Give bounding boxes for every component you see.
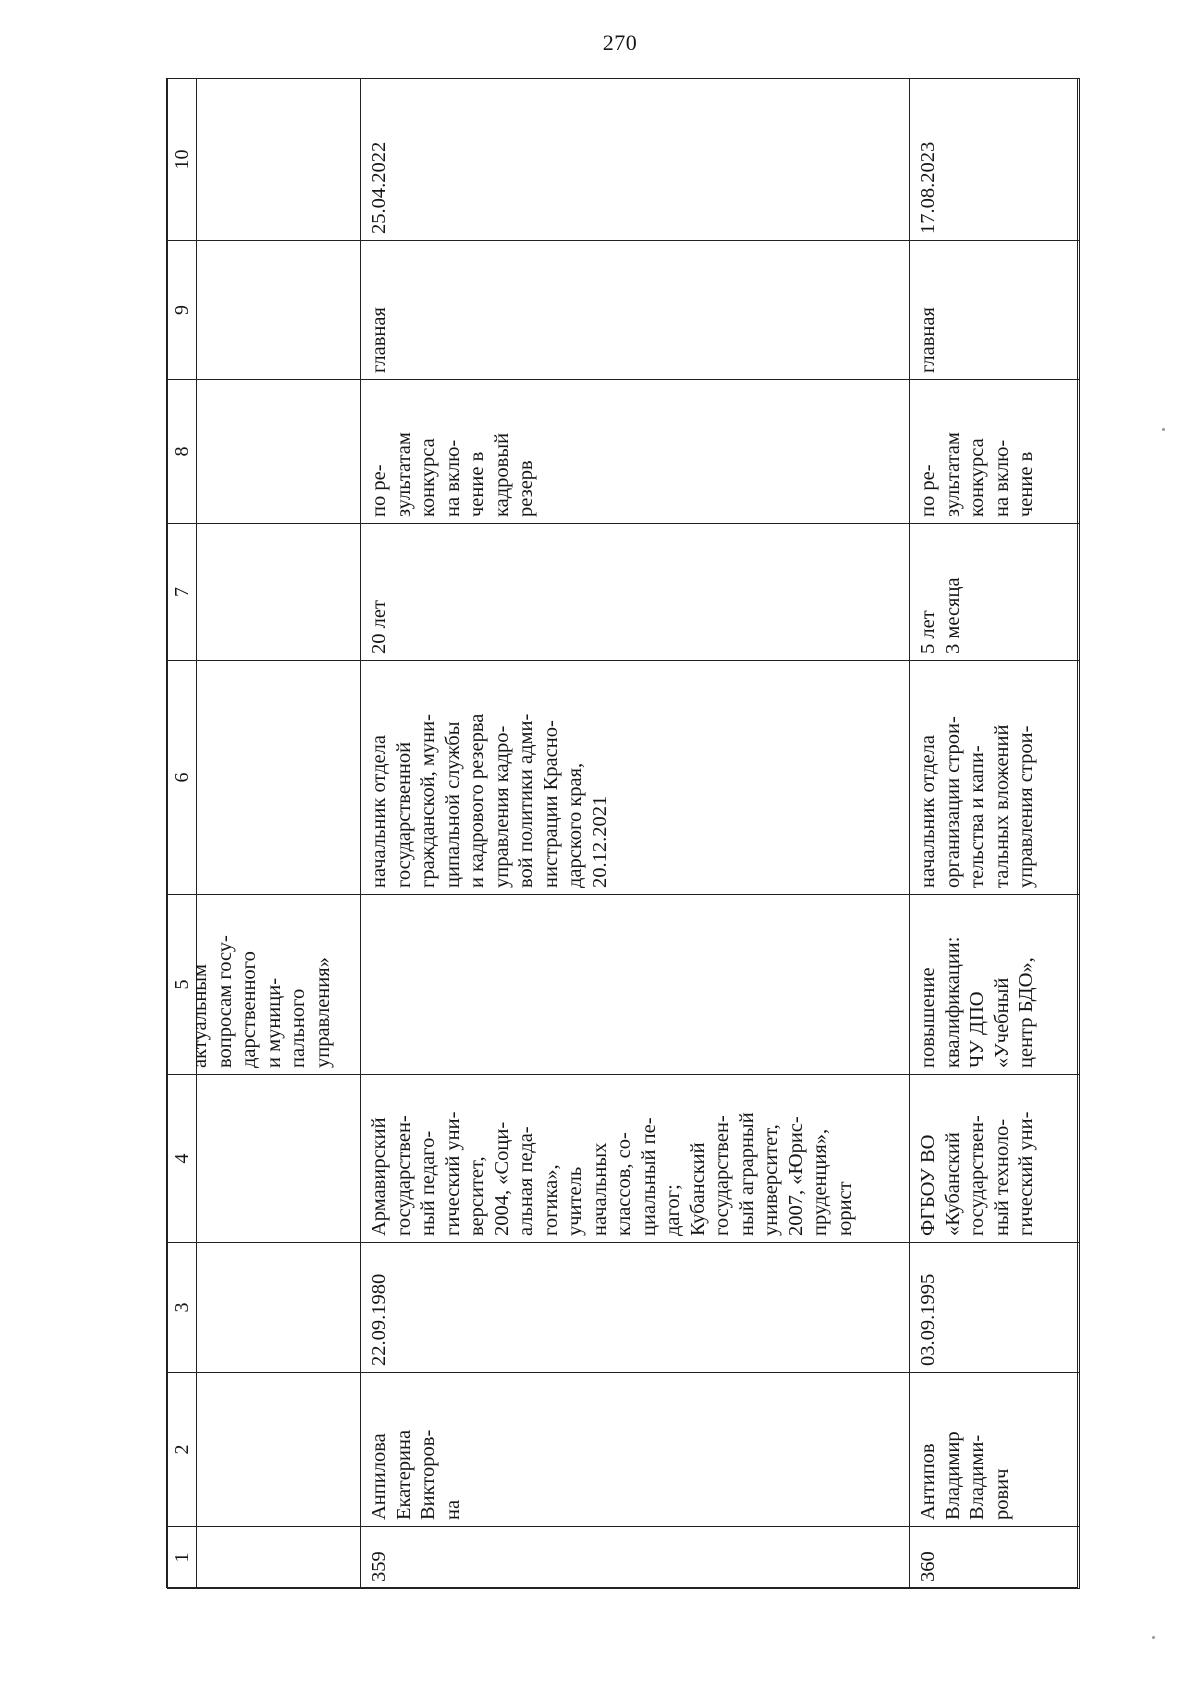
- inclusion-date-cell: [197, 79, 361, 241]
- position-cell: начальник отдела организации строи- тельства и капи- тальных вложений управления строи-: [910, 661, 1080, 895]
- position-group-cell: главная: [361, 241, 910, 380]
- inclusion-basis-cell: по ре- зультатам конкурса на вклю- чение в: [910, 380, 1080, 524]
- column-number-row: [168, 79, 197, 1589]
- birth-date-cell: 22.09.1980: [361, 1243, 910, 1373]
- inclusion-basis-cell: [197, 380, 361, 524]
- education-cell: [197, 1075, 361, 1243]
- row-number-cell: 359: [361, 1527, 910, 1589]
- additional-education-text: актуальным вопросам госу- дарственного и муници- пального управления»: [189, 935, 334, 1068]
- position-group-cell: главная: [910, 241, 1080, 380]
- column-number: 8: [168, 380, 197, 524]
- position-group-cell: [197, 241, 361, 380]
- full-name-cell: Анпилова Екатерина Викторов- на: [361, 1373, 910, 1527]
- column-number: 5: [168, 895, 197, 1075]
- inclusion-date-cell: 17.08.2023: [910, 79, 1080, 241]
- inclusion-date-cell: 25.04.2022: [361, 79, 910, 241]
- column-number: 1: [168, 1527, 197, 1589]
- column-number: 2: [168, 1373, 197, 1527]
- column-number: 3: [168, 1243, 197, 1373]
- education-cell: Армавирский государствен- ный педаго- гический уни- верситет, 2004, «Соци- альная педа- гогика», учитель начальных классов, со- циальный пе- дагог; Кубанский государствен- ный аграрный университет, 2007, «Юрис- пруденция», юрист: [361, 1075, 910, 1243]
- column-number: 7: [168, 524, 197, 661]
- experience-cell: 20 лет: [361, 524, 910, 661]
- page-number: 270: [602, 30, 638, 55]
- additional-education-cell: повышение квалификации: ЧУ ДПО «Учебный центр БДО»,: [910, 895, 1080, 1075]
- column-number: 4: [168, 1075, 197, 1243]
- additional-education-cell: [361, 895, 910, 1075]
- birth-date-cell: 03.09.1995: [910, 1243, 1080, 1373]
- row-number-cell: 360: [910, 1527, 1080, 1589]
- additional-education-cell: [189, 895, 361, 1075]
- inclusion-basis-cell: по ре- зультатам конкурса на вклю- чение в кадровый резерв: [361, 380, 910, 524]
- experience-cell: 5 лет 3 месяца: [910, 524, 1080, 661]
- table-row-359: [361, 79, 910, 1589]
- personnel-table: [166, 78, 1078, 1588]
- experience-cell: [197, 524, 361, 661]
- full-name-cell: [197, 1373, 361, 1527]
- table-row-360: [910, 79, 1080, 1589]
- scan-speck: [1152, 1636, 1155, 1639]
- column-number: 10: [168, 79, 197, 241]
- row-number-cell: [197, 1527, 361, 1589]
- scan-speck: [1162, 428, 1165, 431]
- education-cell: ФГБОУ ВО «Кубанский государствен- ный техноло- гический уни-: [910, 1075, 1080, 1243]
- column-number: 9: [168, 241, 197, 380]
- column-number: 6: [168, 661, 197, 895]
- position-cell: начальник отдела государственной гражданской, муни- ципальной службы и кадрового резерва управления кадро- вой политики адми- нистрации Красно- дарского края, 20.12.2021: [361, 661, 910, 895]
- position-cell: [197, 661, 361, 895]
- table-row-continuation: [197, 79, 361, 1589]
- birth-date-cell: [197, 1243, 361, 1373]
- full-name-cell: Антипов Владимир Владими- рович: [910, 1373, 1080, 1527]
